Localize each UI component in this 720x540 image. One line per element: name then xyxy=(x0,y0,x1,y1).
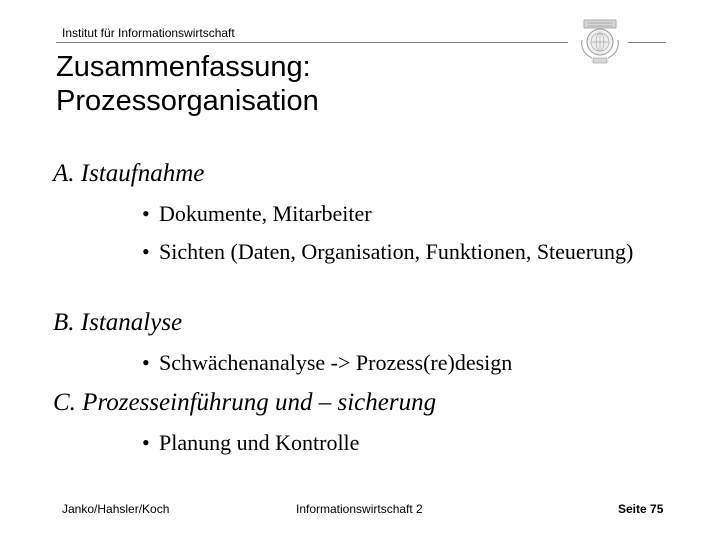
institute-name: Institut für Informationswirtschaft xyxy=(62,26,235,40)
slide-title-line-2: Prozessorganisation xyxy=(56,85,319,117)
bullet-icon: • xyxy=(142,430,150,455)
section-heading-b: B. Istanalyse xyxy=(53,309,183,336)
slide-title xyxy=(56,50,576,118)
bullet-icon: • xyxy=(142,350,150,375)
bullet-item xyxy=(142,428,662,458)
bullet-item xyxy=(142,237,662,267)
bullet-item xyxy=(142,348,662,378)
section-heading-c: C. Prozesseinführung und – sicherung xyxy=(53,389,437,416)
university-seal-icon xyxy=(576,14,624,66)
section-heading-a: A. Istaufnahme xyxy=(53,160,205,187)
slide-title-line-1: Zusammenfassung: xyxy=(56,51,311,83)
header-divider-right xyxy=(628,42,666,43)
header-divider xyxy=(56,42,568,43)
bullet-text: Dokumente, Mitarbeiter xyxy=(159,201,372,226)
bullet-icon: • xyxy=(142,239,150,264)
bullet-text: Schwächenanalyse -> Prozess(re)design xyxy=(159,350,513,375)
bullet-item xyxy=(142,199,662,229)
bullet-icon: • xyxy=(142,201,150,226)
bullet-text: Planung und Kontrolle xyxy=(159,430,360,455)
footer-authors: Janko/Hahsler/Koch xyxy=(62,502,170,516)
bullet-text: Sichten (Daten, Organisation, Funktionen, Steuerung) xyxy=(159,239,634,264)
footer-course: Informationswirtschaft 2 xyxy=(296,502,423,516)
footer-page-number: Seite 75 xyxy=(618,502,664,516)
